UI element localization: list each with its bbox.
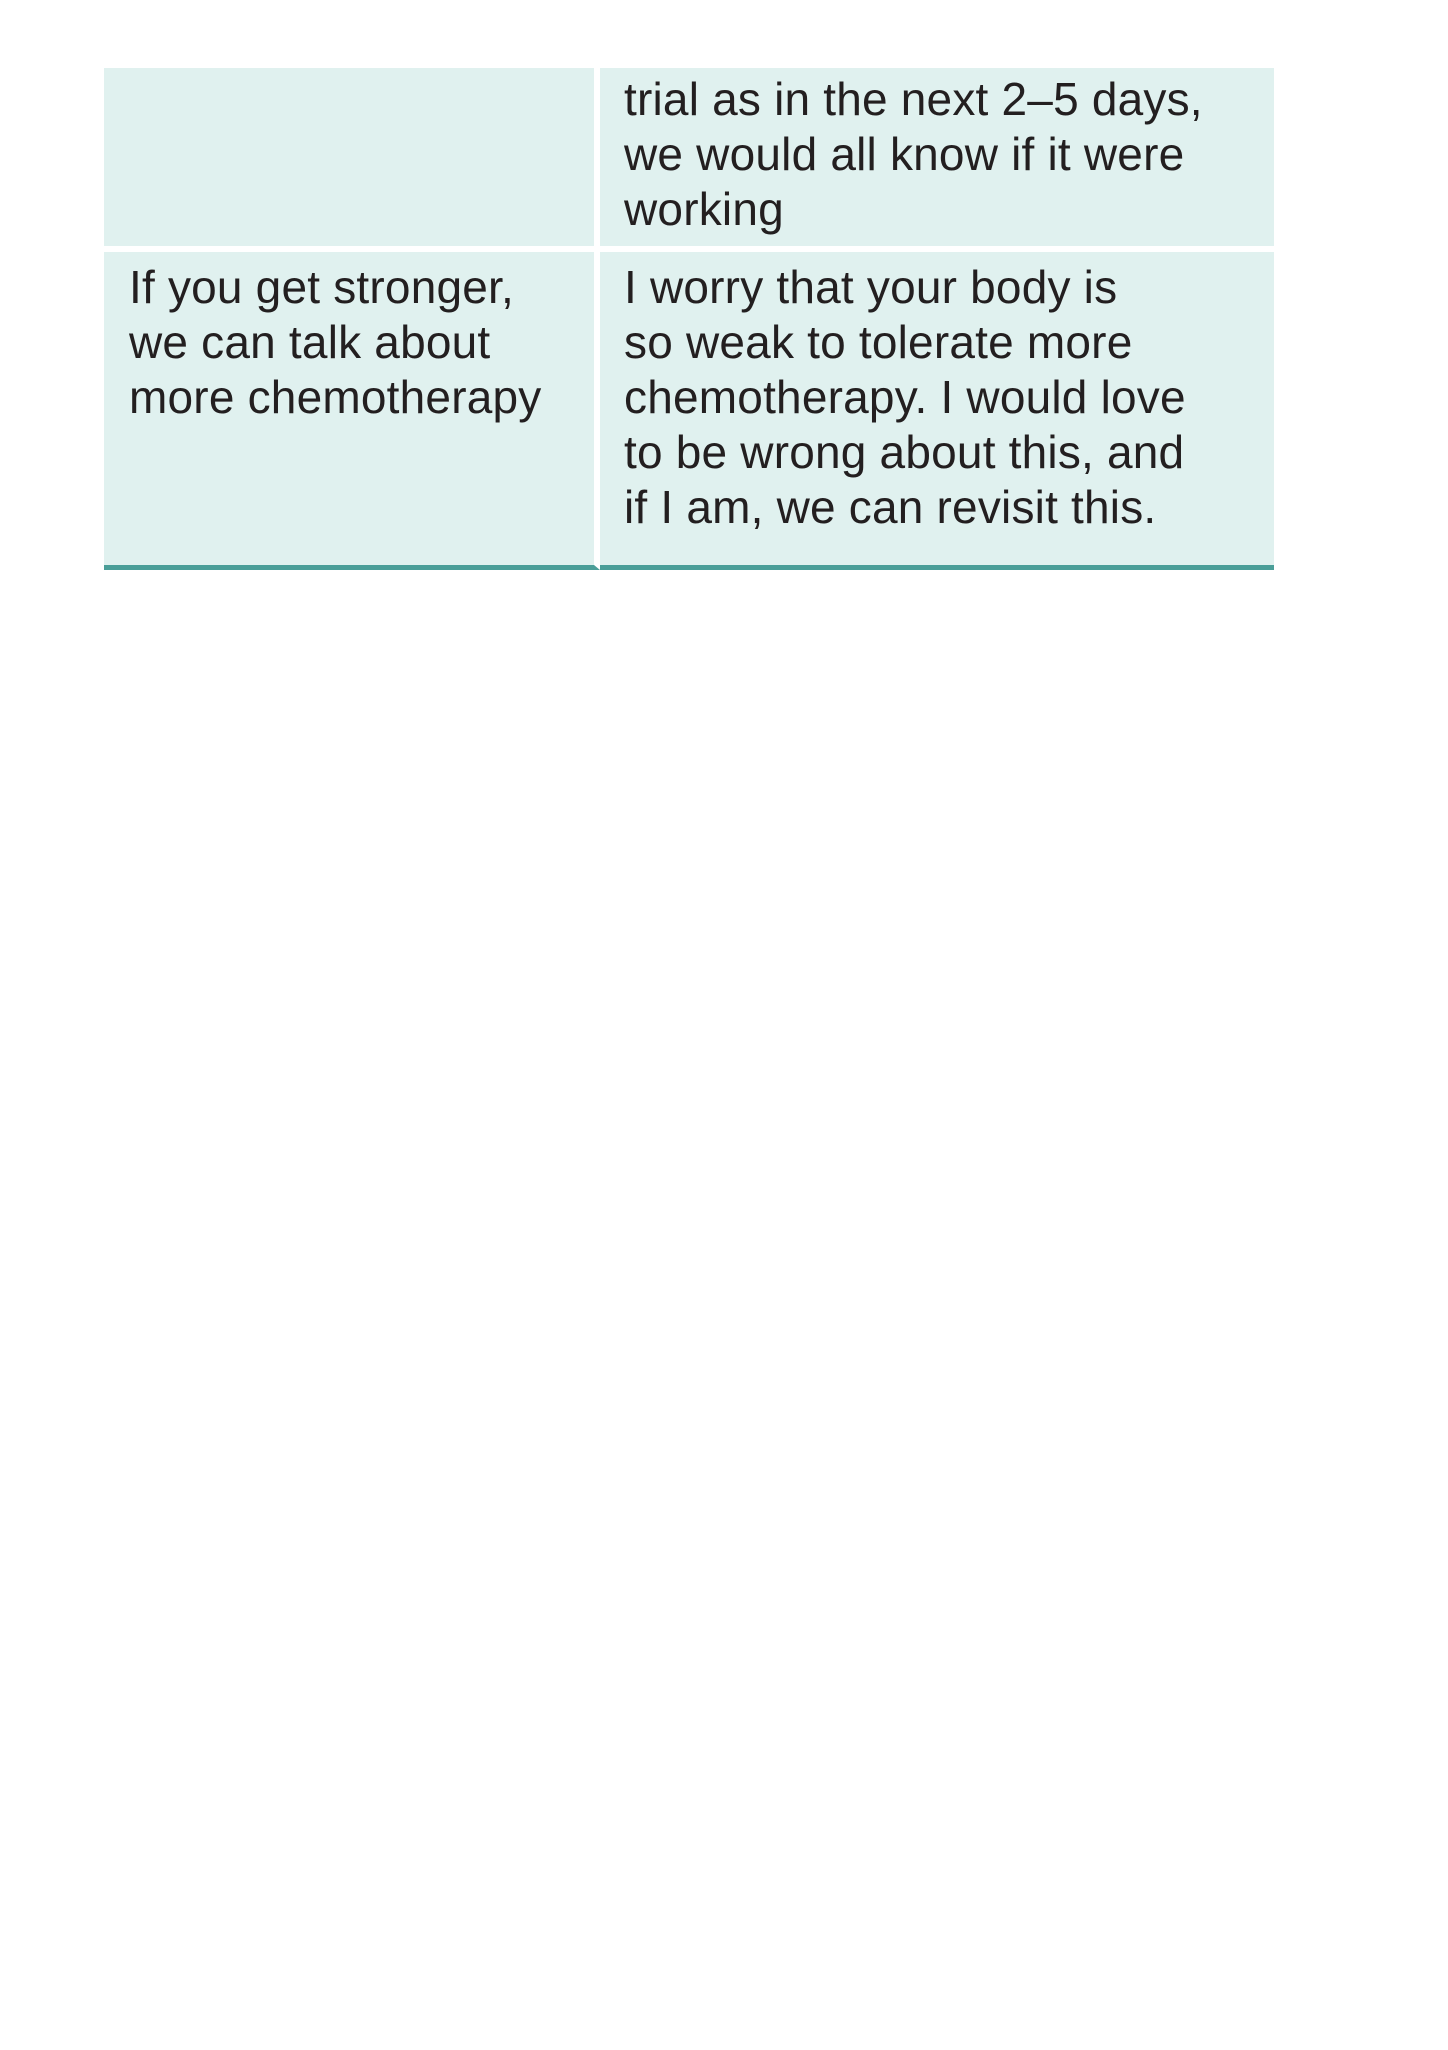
cell-text-line: trial as in the next 2–5 days, — [624, 73, 1203, 125]
cell-text-line: if I am, we can revisit this. — [624, 481, 1157, 533]
cell-text-line: I worry that your body is — [624, 261, 1118, 313]
cell-text-line: more chemotherapy — [129, 371, 542, 423]
cell-text-line: chemotherapy. I would love — [624, 371, 1186, 423]
table-cell-right — [600, 252, 1274, 570]
cell-text-line: so weak to tolerate more — [624, 316, 1133, 368]
table-cell-left — [104, 68, 600, 252]
cell-text-line: If you get stronger, — [129, 261, 515, 313]
cell-text-line: we can talk about — [129, 316, 491, 368]
cell-text-line: to be wrong about this, and — [624, 426, 1185, 478]
table-row — [104, 68, 1274, 252]
conversation-table — [104, 68, 1274, 570]
cell-text-line: working — [624, 183, 784, 235]
table-cell-right — [600, 68, 1274, 252]
table-row — [104, 252, 1274, 570]
table-cell-left — [104, 252, 600, 570]
cell-text-line: we would all know if it were — [624, 128, 1185, 180]
